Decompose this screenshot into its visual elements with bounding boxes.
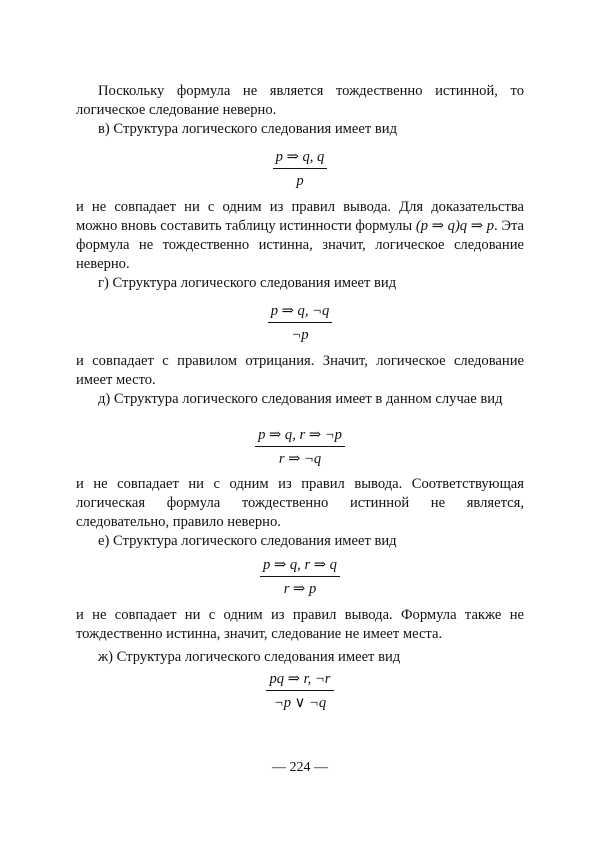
item-g-heading: г) Структура логического следования имеет вид [98,275,397,291]
fraction [260,556,340,598]
paragraph-text: и не совпадает ни с одним из правил вывода. Для доказательства можно вновь составить таблицу истинности формулы [76,199,524,234]
formula-d [0,426,600,468]
paragraph-text: . Эта формула не тождественно истинна, значит, логическое следование неверно. [76,218,524,272]
formula-numerator: p ⇒ q, r ⇒ q [260,556,340,577]
formula-numerator: pq ⇒ r, ¬r [266,670,333,691]
paragraph-text: Поскольку формула не является тождественно истинной, то логическое следование неверно. [76,83,524,118]
formula-numerator: p ⇒ q, q [273,148,328,169]
paragraph-text: и не совпадает ни с одним из правил вывода. Соответствующая логическая формула тождественно истинной не является, следовательно, правило неверно. [76,476,524,530]
paragraph-text: и совпадает с правилом отрицания. Значит, логическое следование имеет место. [76,353,524,388]
item-zh-heading: ж) Структура логического следования имеет вид [98,649,401,665]
fraction [266,670,333,712]
paragraph-e-tail [76,606,524,667]
formula-v [0,148,600,190]
fraction [255,426,345,468]
formula-denominator: ¬p ∨ ¬q [273,695,327,711]
paragraph-intro [76,82,524,139]
paragraph-text: и не совпадает ни с одним из правил вывода. Формула также не тождественно истинна, значит, следование не имеет места. [76,607,524,642]
formula-denominator: r ⇒ ¬q [278,451,322,467]
formula-e [0,556,600,598]
paragraph-v-tail [76,198,524,293]
inline-formula: (p ⇒ q)q ⇒ p [415,218,494,234]
fraction [273,148,328,190]
formula-denominator: r ⇒ p [283,581,317,597]
formula-g [0,302,600,344]
paragraph-g-tail [76,352,524,409]
formula-denominator: p [296,173,304,189]
fraction [268,302,333,344]
formula-numerator: p ⇒ q, r ⇒ ¬p [255,426,345,447]
page-number: — 224 — [272,760,328,775]
item-v-heading: в) Структура логического следования имеет вид [98,121,398,137]
formula-zh [0,670,600,712]
formula-numerator: p ⇒ q, ¬q [268,302,333,323]
paragraph-d-tail [76,475,524,551]
item-d-heading: д) Структура логического следования имеет в данном случае вид [98,391,503,407]
formula-denominator: ¬p [291,327,309,343]
item-e-heading: е) Структура логического следования имеет вид [98,533,397,549]
